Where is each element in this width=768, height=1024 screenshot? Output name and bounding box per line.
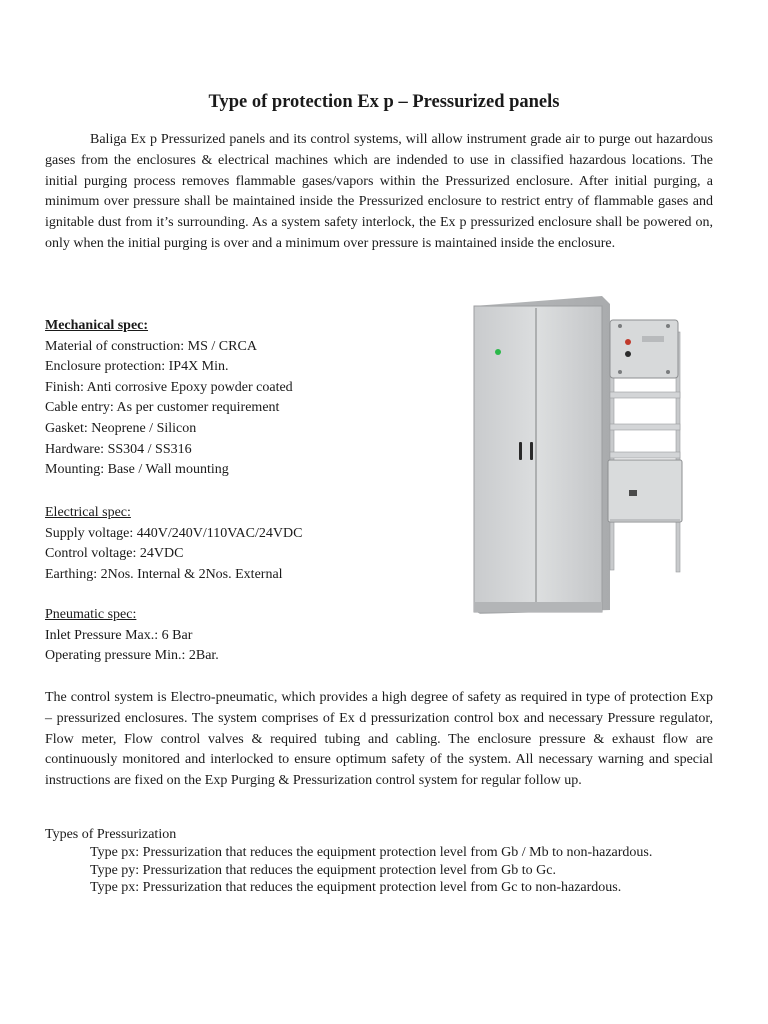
spec-line: Earthing: 2Nos. Internal & 2Nos. External [45, 566, 283, 582]
spec-line: Mounting: Base / Wall mounting [45, 462, 229, 478]
pneumatic-spec-heading: Pneumatic spec: [45, 607, 137, 622]
intro-paragraph: Baliga Ex p Pressurized panels and its control systems, will allow instrument grade air to purge out hazardous gases from the enclosures & electrical machines which are indended to use in classified hazardous locations. The initial purging process removes flammable gases/vapors within the Pressurized enclosure. After initial purging, a minimum over pressure shall be maintained inside the Pressurized enclosure to restrict entry of flammable gases and ignitable dust from it’s surrounding. As a system safety interlock, the Ex p pressurized enclosure shall be powered on, only when the initial purging is over and a minimum over pressure is maintained inside the enclosure. [45, 132, 713, 251]
type-item: Type py: Pressurization that reduces the equipment protection level from Gb to Gc. [90, 862, 556, 878]
electrical-spec-section [45, 503, 455, 585]
spec-line: Material of construction: MS / CRCA [45, 338, 257, 354]
spec-line: Control voltage: 24VDC [45, 546, 184, 562]
pneumatic-spec-section [45, 605, 455, 667]
spec-line: Finish: Anti corrosive Epoxy powder coated [45, 379, 293, 395]
electrical-spec-heading: Electrical spec: [45, 505, 131, 520]
spec-line: Operating pressure Min.: 2Bar. [45, 648, 219, 664]
spec-line: Hardware: SS304 / SS316 [45, 441, 192, 457]
types-heading: Types of Pressurization [45, 827, 177, 842]
spec-line: Enclosure protection: IP4X Min. [45, 359, 229, 375]
control-system-paragraph: The control system is Electro-pneumatic, which provides a high degree of safety as required in type of protection Exp – pressurized enclosures. The system comprises of Ex d pressurization control box and necessary Pressure regulator, Flow meter, Flow control valves & required tubing and cabling. The enclosure pressure & exhaust flow are continuously monitored and interlocked to ensure optimum safety of the system. All necessary warning and special instructions are fixed on the Exp Purging & Pressurization control system for regular follow up. [45, 690, 713, 789]
spec-line: Gasket: Neoprene / Silicon [45, 420, 197, 436]
type-item: Type px: Pressurization that reduces the equipment protection level from Gc to non-hazardous. [90, 880, 622, 896]
type-item: Type px: Pressurization that reduces the equipment protection level from Gb / Mb to non-hazardous. [90, 844, 653, 860]
types-of-pressurization-section [45, 826, 735, 897]
pressurized-panel-photo [470, 292, 710, 617]
spec-line: Cable entry: As per customer requirement [45, 400, 280, 416]
mechanical-spec-heading: Mechanical spec: [45, 318, 149, 333]
spec-line: Inlet Pressure Max.: 6 Bar [45, 627, 193, 643]
mechanical-spec-section [45, 316, 455, 481]
page-title: Type of protection Ex p – Pressurized panels [208, 92, 560, 112]
spec-line: Supply voltage: 440V/240V/110VAC/24VDC [45, 525, 303, 541]
